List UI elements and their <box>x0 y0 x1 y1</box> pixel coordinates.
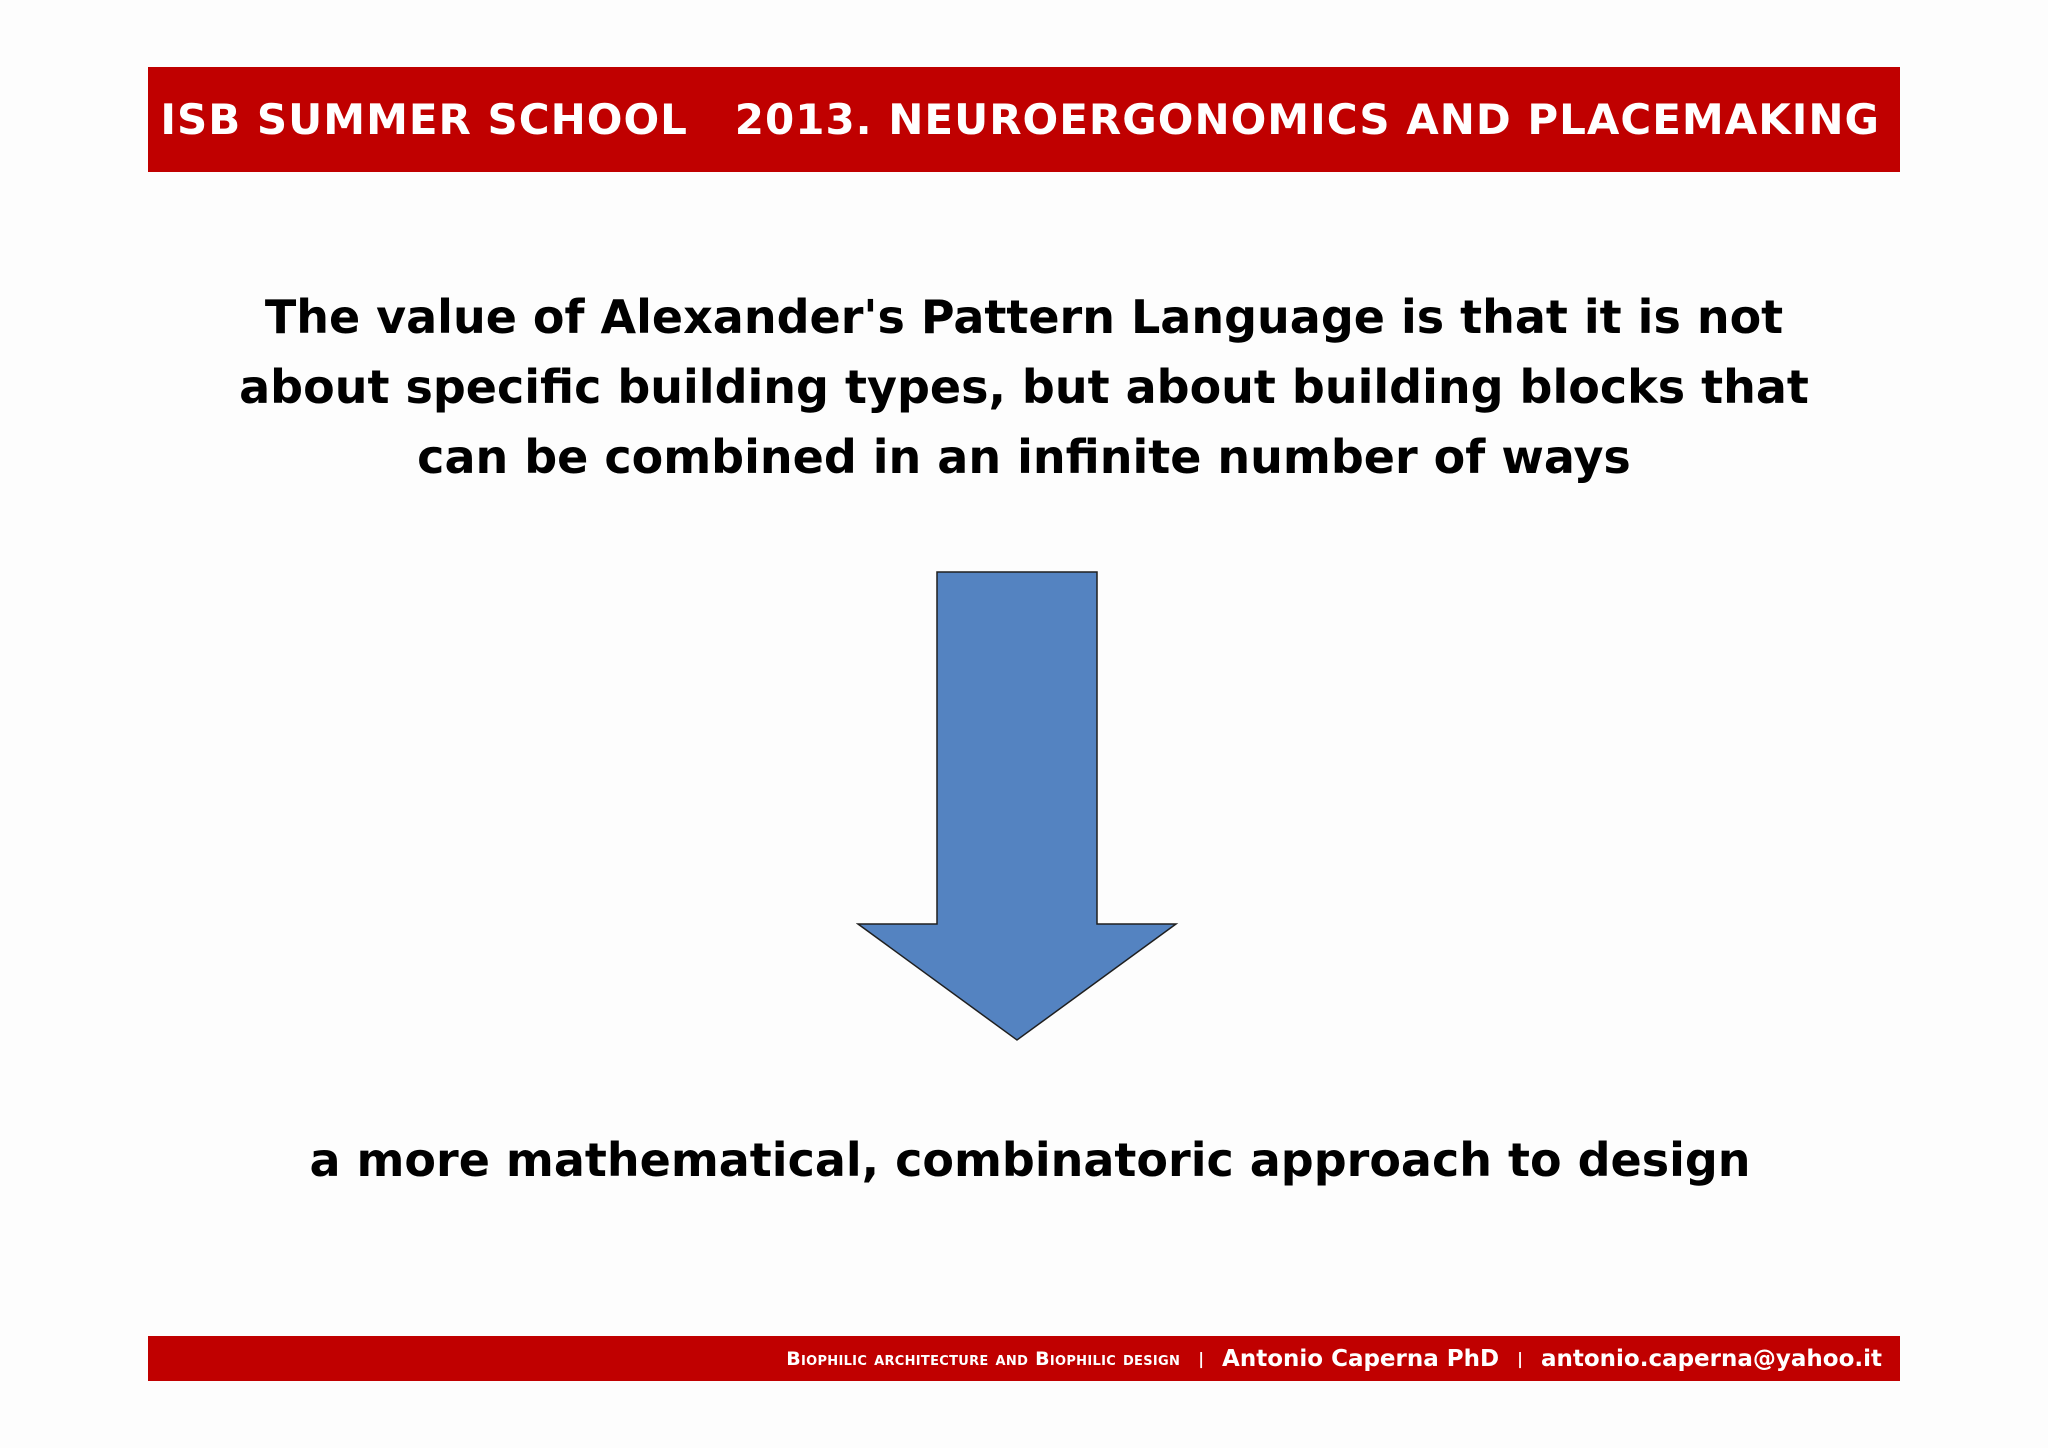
conclusion-text: a more mathematical, combinatoric approach to design <box>309 1133 1751 1187</box>
footer-email[interactable]: antonio.caperna@yahoo.it <box>1540 1345 1882 1372</box>
header-title: ISB SUMMER SCHOOL 2013. NEUROERGONOMICS AND PLACEMAKING <box>160 95 1880 144</box>
main-statement: The value of Alexander's Pattern Language is that it is not about specific building types, but about building blocks that can be combined in an infinite number of ways <box>239 290 1809 484</box>
footer-course: Biophilic architecture and Biophilic design <box>786 1347 1181 1370</box>
footer-separator: | <box>1517 1349 1523 1368</box>
footer-separator: | <box>1198 1349 1205 1368</box>
footer-author: Antonio Caperna PhD <box>1222 1345 1500 1372</box>
header-band <box>148 67 1900 172</box>
footer-band <box>148 1336 1900 1381</box>
down-arrow-shape <box>858 572 1176 1040</box>
down-arrow-icon <box>856 570 1180 1042</box>
